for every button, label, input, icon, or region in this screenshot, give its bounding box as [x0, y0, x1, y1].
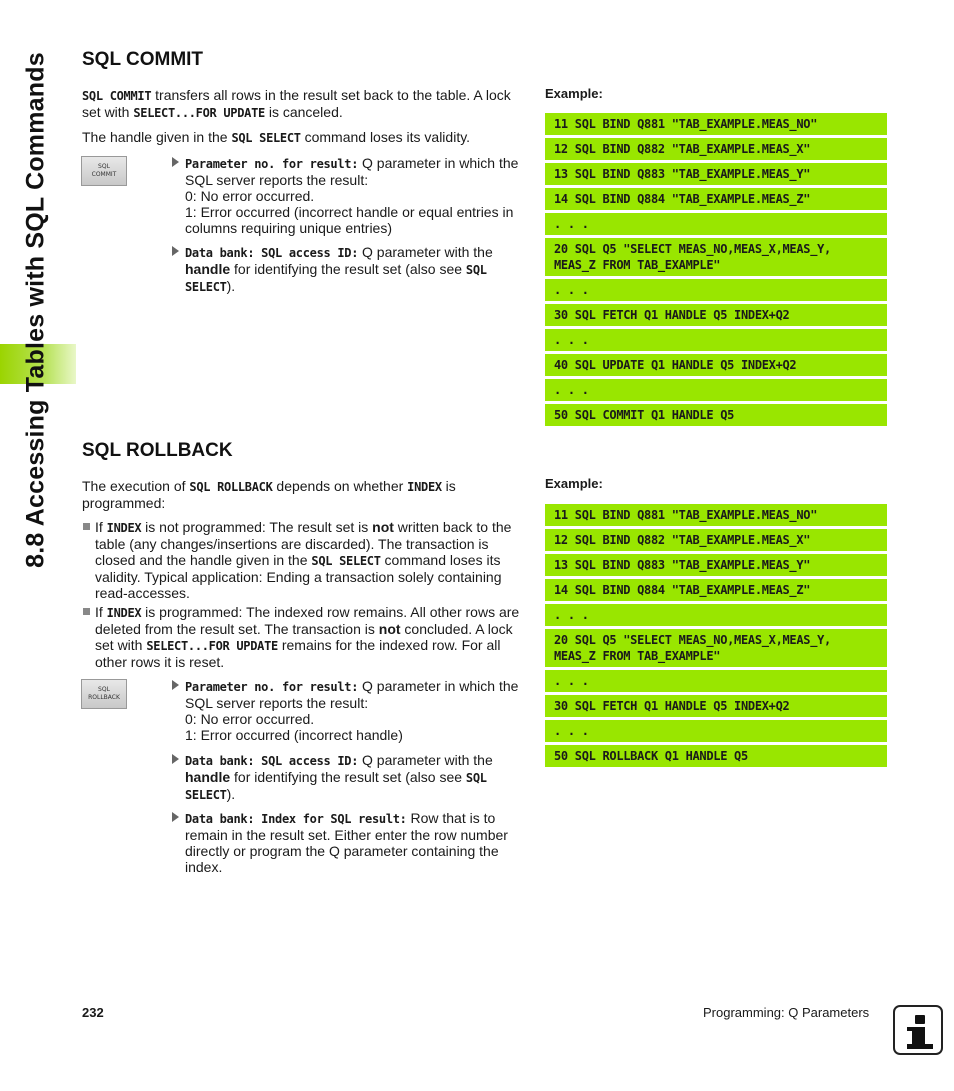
commit-intro: SQL COMMIT transfers all rows in the result set back to the table. A lock set with SELECT...FOR UPDATE is canceled.	[82, 87, 511, 120]
code-line: 20 SQL Q5 "SELECT MEAS_NO,MEAS_X,MEAS_Y, MEAS_Z FROM TAB_EXAMPLE"	[545, 629, 887, 667]
code-line: 14 SQL BIND Q884 "TAB_EXAMPLE.MEAS_Z"	[545, 188, 887, 210]
rollback-param-result: Parameter no. for result: Q parameter in which the SQL server reports the result: 0: No error occurred. 1: Error occurred (incorrect handle)	[172, 678, 524, 743]
code-line: 13 SQL BIND Q883 "TAB_EXAMPLE.MEAS_Y"	[545, 554, 887, 576]
rollback-intro: The execution of SQL ROLLBACK depends on whether INDEX is programmed:	[82, 478, 456, 511]
rollback-bullet-index: If INDEX is programmed: The indexed row remains. All other rows are deleted from the result set. The transaction is not concluded. A lock set with SELECT...FOR UPDATE remains for the indexed row. For all other rows it is reset.	[82, 604, 524, 670]
code-line: . . .	[545, 213, 887, 235]
rollback-code-block	[545, 504, 887, 770]
chapter-side-title: 8.8 Accessing Tables with SQL Commands	[21, 52, 50, 568]
rollback-bullet-no-index: If INDEX is not programmed: The result set is not written back to the table (any changes/insertions are discarded). The transaction is closed and the handle given in the SQL SELECT command loses its validity. Typical application: Ending a transaction solely containing read-accesses.	[82, 519, 524, 601]
code-line: . . .	[545, 604, 887, 626]
commit-param-access-id: Data bank: SQL access ID: Q parameter with the handle for identifying the result set (also see SQL SELECT).	[172, 244, 524, 295]
sql-commit-softkey: SQL COMMIT	[81, 156, 127, 186]
rollback-param-access-id: Data bank: SQL access ID: Q parameter with the handle for identifying the result set (also see SQL SELECT).	[172, 752, 524, 803]
bullet-square-icon	[83, 523, 90, 530]
rollback-example-label: Example:	[545, 476, 603, 491]
code-line: . . .	[545, 720, 887, 742]
code-line: 11 SQL BIND Q881 "TAB_EXAMPLE.MEAS_NO"	[545, 504, 887, 526]
code-line: 12 SQL BIND Q882 "TAB_EXAMPLE.MEAS_X"	[545, 529, 887, 551]
code-line: 12 SQL BIND Q882 "TAB_EXAMPLE.MEAS_X"	[545, 138, 887, 160]
code-line: 20 SQL Q5 "SELECT MEAS_NO,MEAS_X,MEAS_Y, MEAS_Z FROM TAB_EXAMPLE"	[545, 238, 887, 276]
code-line: . . .	[545, 670, 887, 692]
sql-rollback-softkey: SQL ROLLBACK	[81, 679, 127, 709]
code-line: 50 SQL ROLLBACK Q1 HANDLE Q5	[545, 745, 887, 767]
commit-example-label: Example:	[545, 86, 603, 101]
arrow-right-icon	[172, 246, 179, 256]
arrow-right-icon	[172, 680, 179, 690]
info-icon	[893, 1005, 943, 1055]
code-line: 40 SQL UPDATE Q1 HANDLE Q5 INDEX+Q2	[545, 354, 887, 376]
code-line: 14 SQL BIND Q884 "TAB_EXAMPLE.MEAS_Z"	[545, 579, 887, 601]
code-line: . . .	[545, 329, 887, 351]
commit-param-result: Parameter no. for result: Q parameter in which the SQL server reports the result: 0: No error occurred. 1: Error occurred (incorrect handle or equal entries in columns requiring unique entries)	[172, 155, 524, 236]
footer-section-title: Programming: Q Parameters	[703, 1005, 870, 1020]
arrow-right-icon	[172, 812, 179, 822]
commit-handle-note: The handle given in the SQL SELECT command loses its validity.	[82, 129, 471, 145]
arrow-right-icon	[172, 754, 179, 764]
bullet-square-icon	[83, 608, 90, 615]
code-line: . . .	[545, 279, 887, 301]
rollback-param-index: Data bank: Index for SQL result: Row that is to remain in the result set. Either enter the row number directly or program the Q parameter containing the index.	[172, 810, 524, 875]
code-line: 30 SQL FETCH Q1 HANDLE Q5 INDEX+Q2	[545, 695, 887, 717]
code-line: 30 SQL FETCH Q1 HANDLE Q5 INDEX+Q2	[545, 304, 887, 326]
code-line: 13 SQL BIND Q883 "TAB_EXAMPLE.MEAS_Y"	[545, 163, 887, 185]
arrow-right-icon	[172, 157, 179, 167]
code-line: 11 SQL BIND Q881 "TAB_EXAMPLE.MEAS_NO"	[545, 113, 887, 135]
code-line: . . .	[545, 379, 887, 401]
rollback-heading: SQL ROLLBACK	[82, 440, 233, 461]
code-line: 50 SQL COMMIT Q1 HANDLE Q5	[545, 404, 887, 426]
page-number: 232	[82, 1005, 104, 1020]
commit-code-block	[545, 113, 887, 429]
commit-heading: SQL COMMIT	[82, 49, 204, 70]
